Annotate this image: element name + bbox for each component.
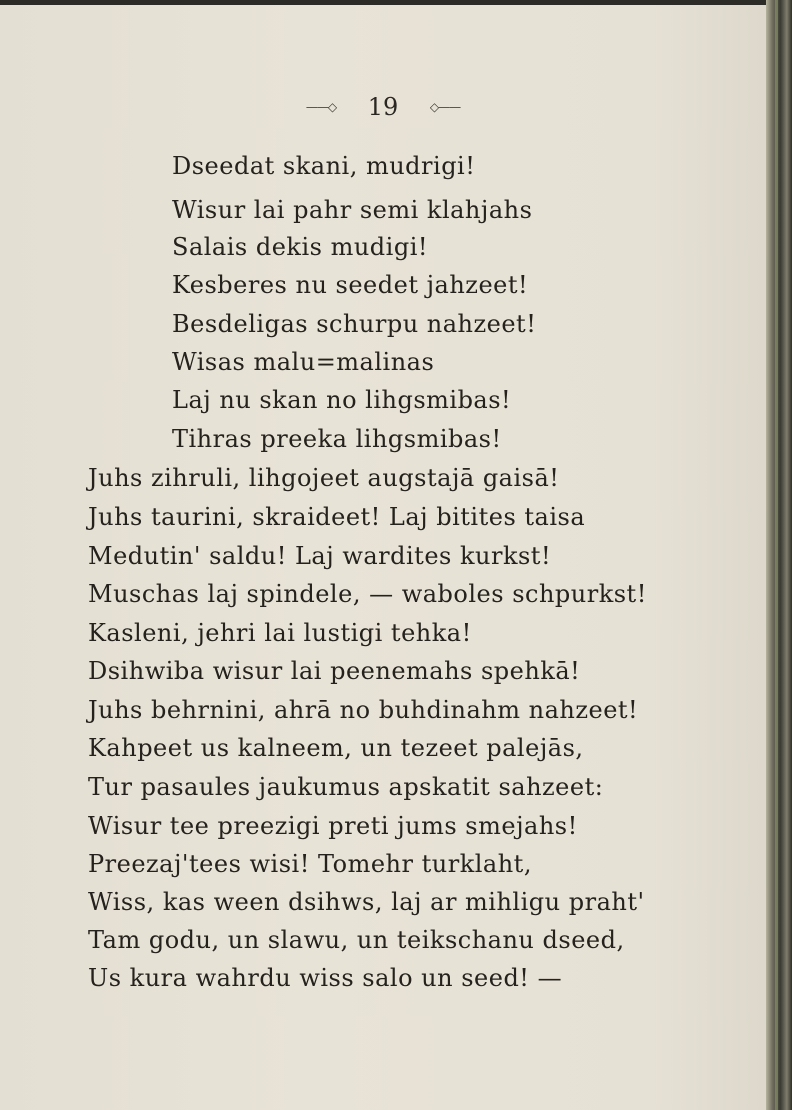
poem-line: Juhs taurini, skraideet! Laj bitites taisa bbox=[88, 503, 586, 531]
poem-line: Wisur lai pahr semi klahjahs bbox=[172, 196, 533, 224]
poem-line: Dsihwiba wisur lai peenemahs spehkā! bbox=[88, 657, 581, 685]
page-number: 19 bbox=[367, 92, 399, 121]
poem-line: Tur pasaules jaukumus apskatit sahzeet: bbox=[88, 773, 604, 801]
poem-line: Preezaj'tees wisi! Tomehr turklaht, bbox=[88, 850, 532, 878]
poem-line: Juhs zihruli, lihgojeet augstajā gaisā! bbox=[88, 464, 560, 492]
poem-line: Kesberes nu seedet jahzeet! bbox=[172, 271, 529, 299]
poem-line: Tam godu, un slawu, un teikschanu dseed, bbox=[88, 926, 625, 954]
spine-stripe bbox=[775, 0, 778, 1110]
poem-line: Salais dekis mudigi! bbox=[172, 233, 429, 261]
poem-line: Muschas laj spindele, — waboles schpurkst! bbox=[88, 580, 647, 608]
poem-line: Wiss, kas ween dsihws, laj ar mihligu praht' bbox=[88, 888, 645, 916]
ornament-left: ——◇ bbox=[305, 99, 337, 114]
poem-line: Us kura wahrdu wiss salo un seed! — bbox=[88, 964, 563, 992]
paper-sheet bbox=[0, 5, 766, 1110]
poem-line: Tihras preeka lihgsmibas! bbox=[172, 425, 502, 453]
poem-line: Juhs behrnini, ahrā no buhdinahm nahzeet! bbox=[88, 696, 639, 724]
book-spine-edge bbox=[766, 0, 792, 1110]
poem-line: Besdeligas schurpu nahzeet! bbox=[172, 310, 537, 338]
poem-line: Laj nu skan no lihgsmibas! bbox=[172, 386, 512, 414]
poem-line: Dseedat skani, mudrigi! bbox=[172, 152, 476, 180]
poem-line: Kasleni, jehri lai lustigi tehka! bbox=[88, 619, 472, 647]
poem-line: Kahpeet us kalneem, un tezeet palejās, bbox=[88, 734, 584, 762]
ornament-right: ◇—— bbox=[429, 99, 461, 114]
page-header bbox=[0, 91, 766, 121]
poem-line: Wisur tee preezigi preti jums smejahs! bbox=[88, 812, 578, 840]
poem-line: Medutin' saldu! Laj wardites kurkst! bbox=[88, 542, 552, 570]
poem-line: Wisas malu=malinas bbox=[172, 348, 435, 376]
